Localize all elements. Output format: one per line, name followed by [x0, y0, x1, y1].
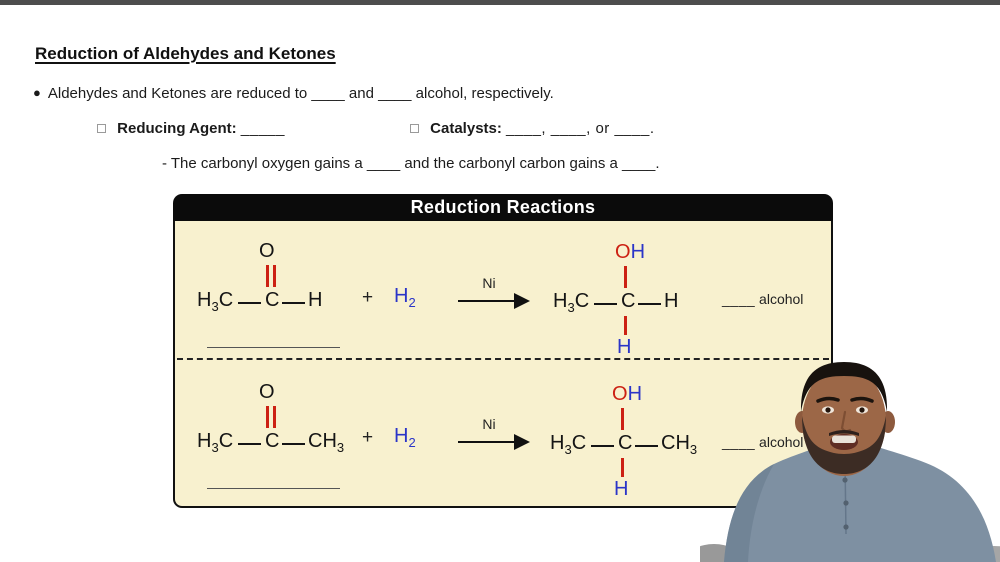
product-alcohol-structure — [550, 382, 710, 512]
hydrogen-atom: H — [664, 290, 679, 312]
alcohol-label: alcohol — [759, 291, 804, 307]
single-bond — [638, 303, 661, 305]
bullet-text: Aldehydes and Ketones are reduced to ____ and ____ alcohol, respectively. — [47, 85, 554, 102]
catalysts-label: Catalysts: — [430, 120, 502, 137]
plus-sign: + — [362, 287, 374, 308]
oxygen-atom: O — [259, 381, 275, 403]
plus-sign: + — [362, 427, 374, 448]
catalyst-label: Ni — [482, 275, 496, 291]
single-bond — [594, 303, 617, 305]
checkbox-icon — [97, 124, 106, 133]
new-ch-bond — [624, 316, 627, 335]
button — [843, 524, 848, 529]
reducing-agent-label: Reducing Agent: — [117, 120, 237, 137]
button — [843, 500, 848, 505]
single-bond — [238, 443, 261, 445]
added-hydrogen-atom: H — [617, 336, 632, 358]
single-bond — [238, 302, 261, 304]
single-bond — [282, 443, 305, 445]
added-hydrogen-atom: H — [614, 478, 629, 500]
presenter-figure — [700, 350, 1000, 562]
top-bar — [0, 0, 1000, 5]
answer-blank-line — [207, 488, 340, 489]
panel-header — [173, 194, 833, 221]
catalyst-label: Ni — [482, 416, 496, 432]
central-carbon: C — [621, 290, 636, 312]
methyl-group: $H_3C$ — [197, 289, 234, 314]
page-title: Reduction of Aldehydes and Ketones — [35, 44, 336, 63]
reducing-agent-blank: _____ — [240, 120, 285, 137]
carbonyl-carbon: C — [265, 289, 280, 311]
central-carbon: C — [618, 432, 633, 454]
bullet-dot-icon: ● — [33, 85, 41, 100]
new-co-bond — [621, 408, 624, 430]
alcohol-type-blank: ____ alcohol — [722, 434, 804, 450]
pupil — [859, 407, 864, 412]
teeth — [832, 436, 856, 444]
new-co-bond — [624, 266, 627, 288]
hydroxyl-group: OH — [615, 241, 646, 263]
reactant-aldehyde-structure — [197, 239, 357, 369]
carbonyl-carbon: C — [265, 430, 280, 452]
reducing-agent-line — [97, 120, 285, 137]
methyl-group: $H_3C$ — [553, 290, 590, 315]
checkbox-icon — [410, 124, 419, 133]
single-bond — [591, 445, 614, 447]
alcohol-type-blank: ____ alcohol — [722, 291, 804, 307]
single-bond — [635, 445, 658, 447]
oxygen-atom: O — [259, 240, 275, 262]
bullet-line — [33, 85, 554, 102]
hydrogen-reagent: $H_2$ — [394, 425, 416, 450]
methyl-group: $CH_3$ — [661, 432, 698, 457]
methyl-group: $CH_3$ — [308, 430, 345, 455]
catalysts-blanks: ____, ____, or ____. — [506, 120, 655, 137]
catalysts-line — [410, 120, 655, 137]
carbonyl-note: - The carbonyl oxygen gains a ____ and the carbonyl carbon gains a ____. — [162, 155, 660, 172]
panel-title: Reduction Reactions — [410, 197, 596, 217]
product-alcohol-structure — [553, 240, 713, 370]
alcohol-label: alcohol — [759, 434, 804, 450]
hydroxyl-group: OH — [612, 383, 643, 405]
answer-blank-line — [207, 347, 340, 348]
single-bond — [282, 302, 305, 304]
hydrogen-atom: H — [308, 289, 323, 311]
methyl-group: $H_3C$ — [550, 432, 587, 457]
methyl-group: $H_3C$ — [197, 430, 234, 455]
button — [842, 477, 847, 482]
reactant-ketone-structure — [197, 380, 357, 510]
pupil — [825, 407, 830, 412]
new-ch-bond — [621, 458, 624, 477]
hydrogen-reagent: $H_2$ — [394, 285, 416, 310]
